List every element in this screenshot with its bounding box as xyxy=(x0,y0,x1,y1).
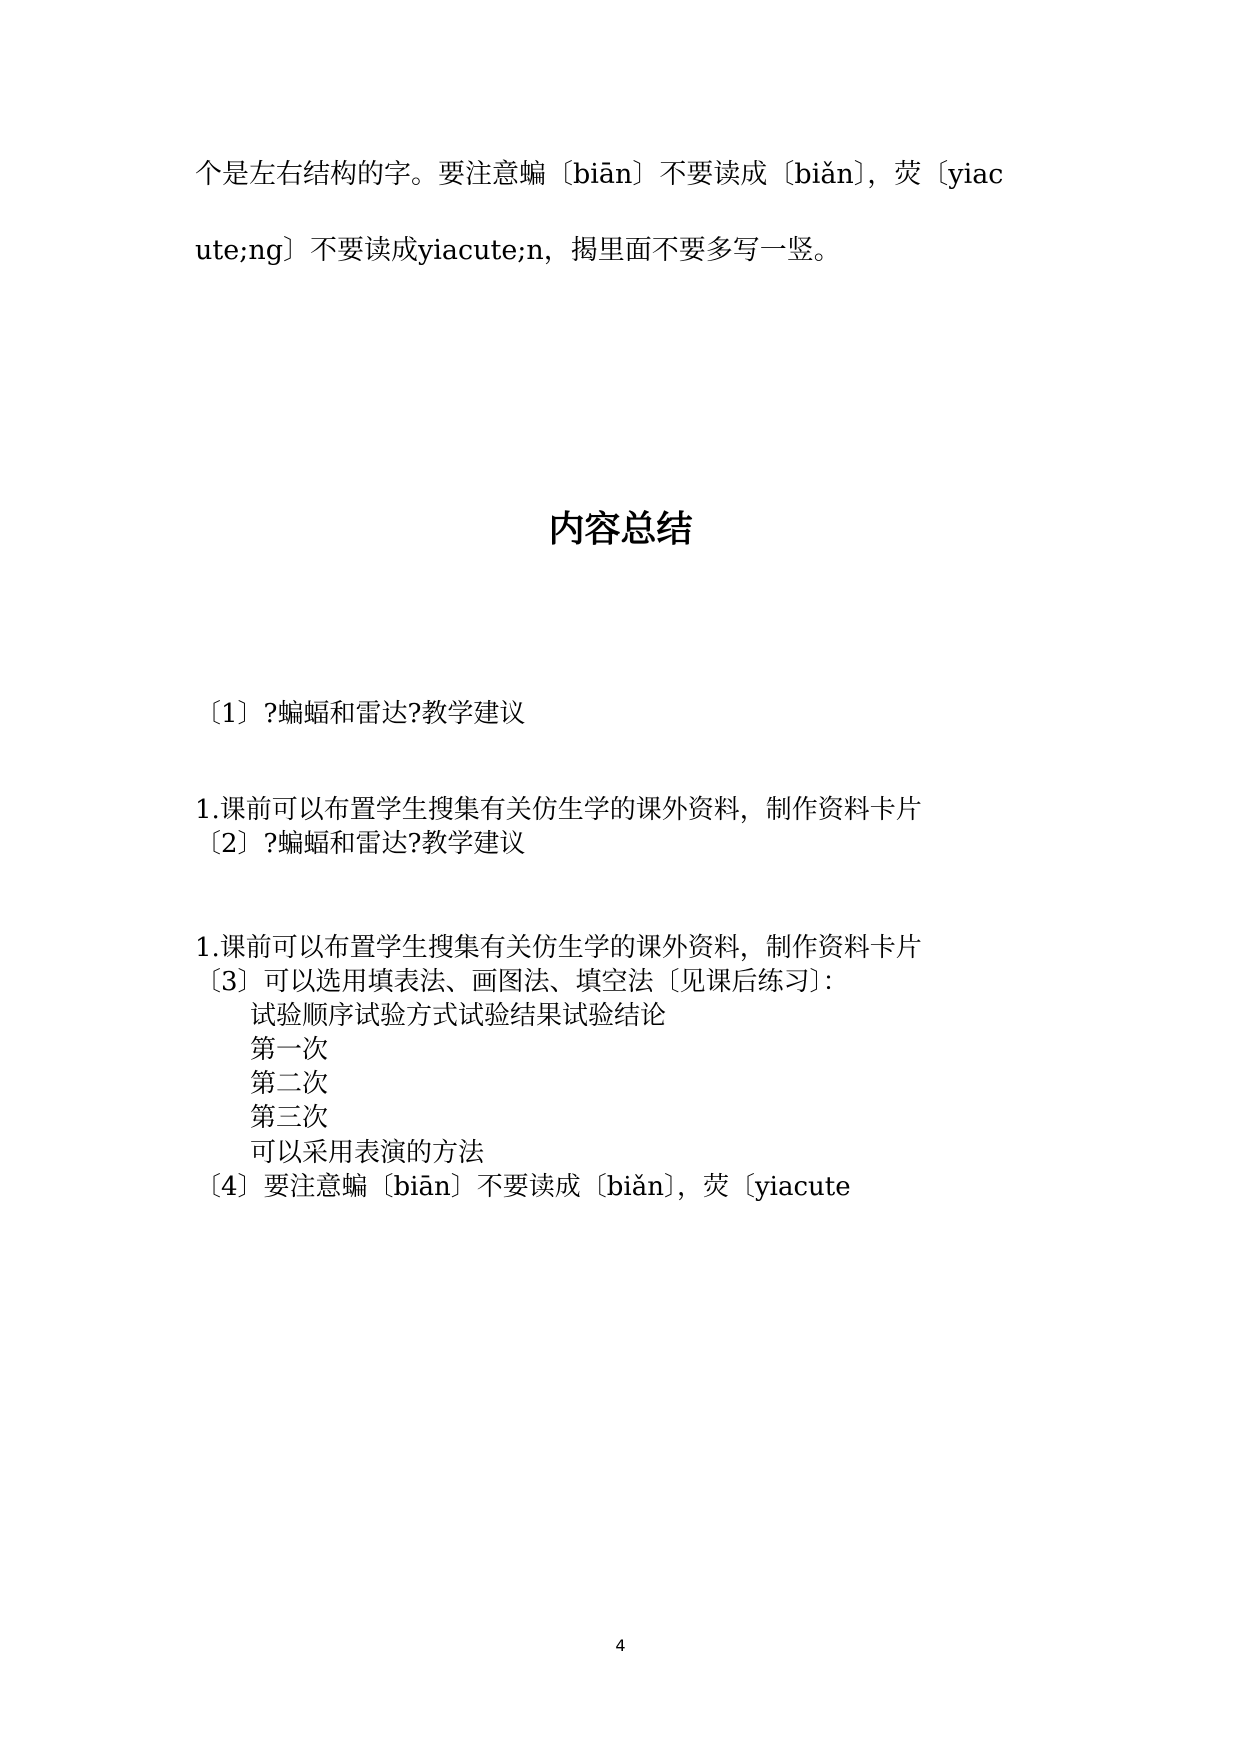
table-header-row: 试验顺序试验方式试验结果试验结论 xyxy=(250,1001,667,1031)
item-3-heading: 〔3〕可以选用填表法、画图法、填空法〔见课后练习〕： xyxy=(195,967,849,997)
item-1-suggestion: 1.课前可以布置学生搜集有关仿生学的课外资料，制作资料卡片 xyxy=(195,795,922,825)
table-row-third: 第三次 xyxy=(250,1103,329,1133)
item-1-heading: 〔1〕?蝙蝠和雷达?教学建议 xyxy=(195,699,526,729)
table-row-first: 第一次 xyxy=(250,1035,329,1065)
intro-line-1: 个是左右结构的字。要注意蝙〔biān〕不要读成〔biǎn〕，荧〔yiac xyxy=(195,159,1004,190)
item-4-heading: 〔4〕要注意蝙〔biān〕不要读成〔biǎn〕，荧〔yiacute xyxy=(195,1172,851,1202)
table-row-second: 第二次 xyxy=(250,1069,329,1099)
performance-method-line: 可以采用表演的方法 xyxy=(250,1138,485,1168)
section-title: 内容总结 xyxy=(548,509,693,550)
intro-line-2: ute;ng〕不要读成yiacute;n，揭里面不要多写一竖。 xyxy=(195,235,841,266)
item-2-suggestion: 1.课前可以布置学生搜集有关仿生学的课外资料，制作资料卡片 xyxy=(195,933,922,963)
item-2-heading: 〔2〕?蝙蝠和雷达?教学建议 xyxy=(195,829,526,859)
page-number: 4 xyxy=(615,1636,626,1655)
